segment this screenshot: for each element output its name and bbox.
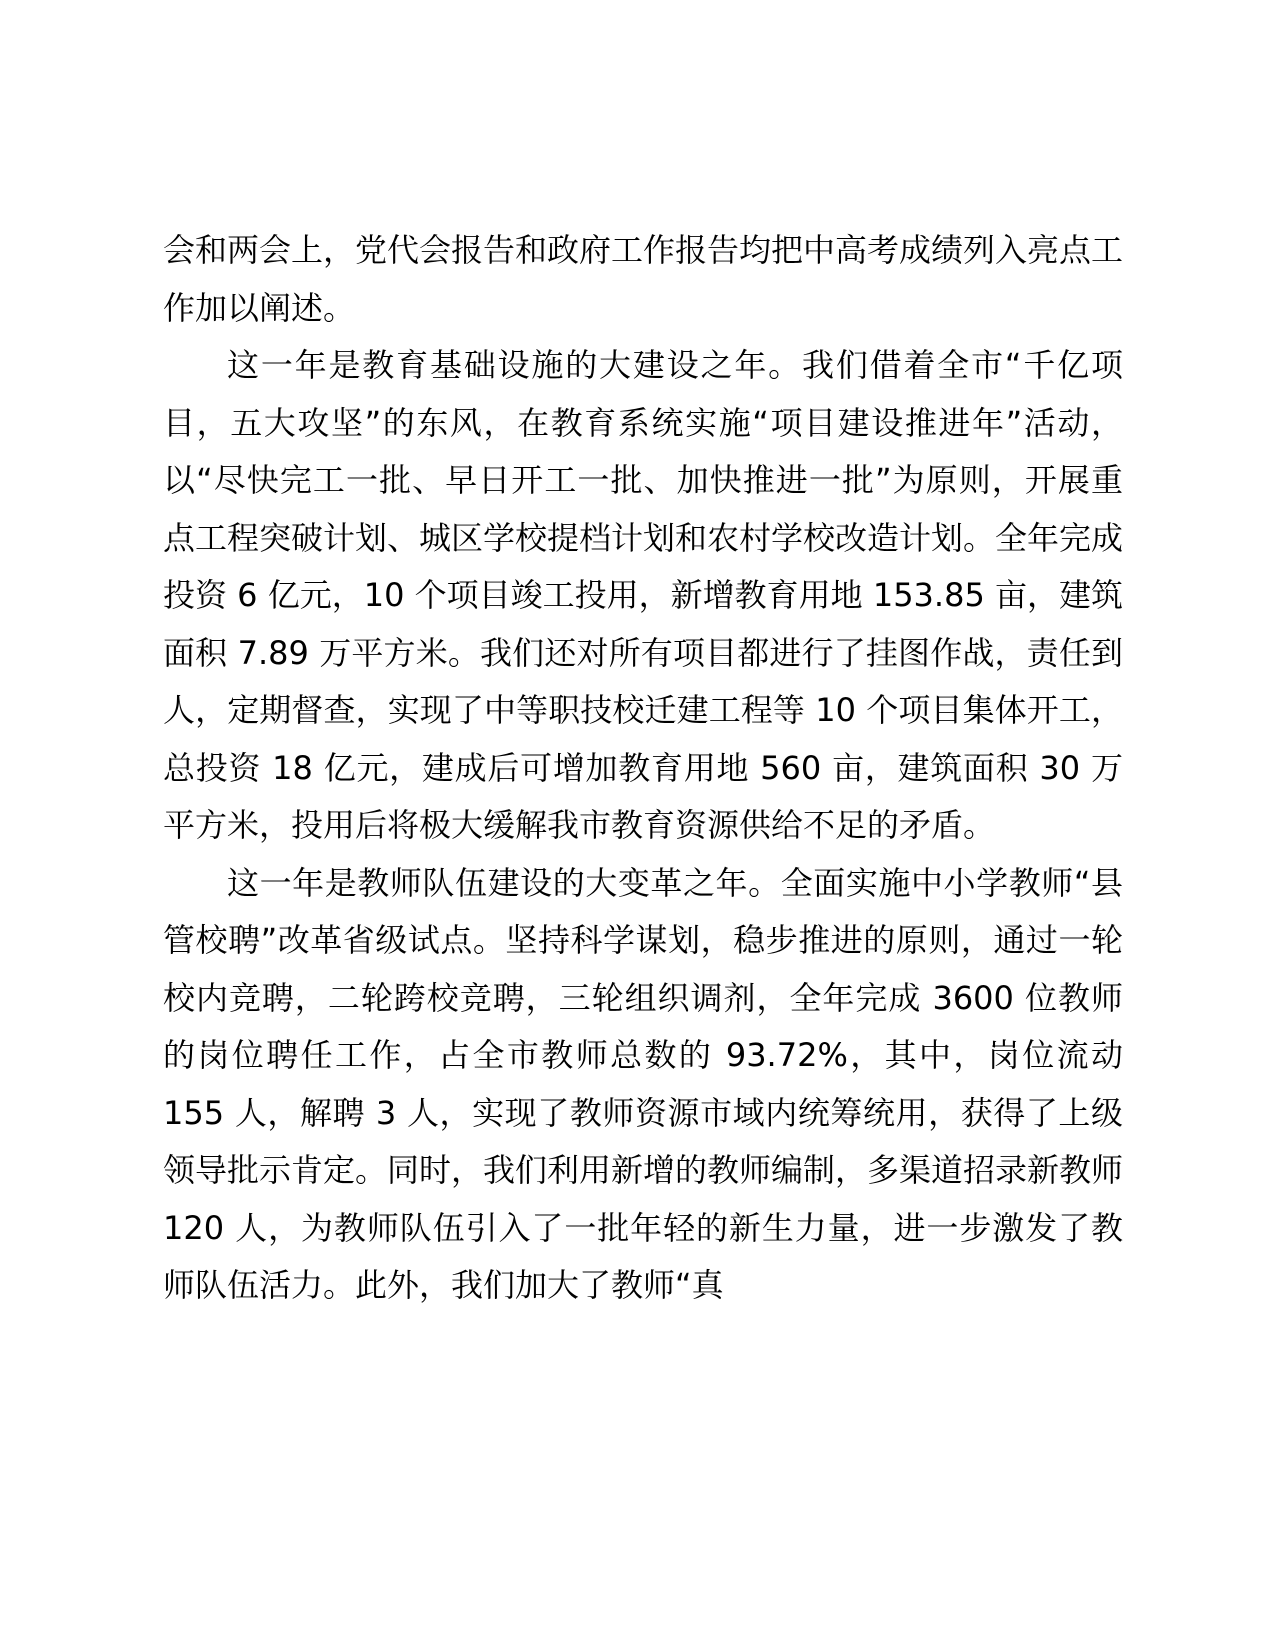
document-body [163, 222, 1123, 1315]
paragraph-1: 会和两会上，党代会报告和政府工作报告均把中高考成绩列入亮点工作加以阐述。 [163, 231, 1124, 327]
paragraph-3: 这一年是教师队伍建设的大变革之年。全面实施中小学教师“县管校聘”改革省级试点。坚持科学谋划，稳步推进的原则，通过一轮校内竞聘，二轮跨校竞聘，三轮组织调剂，全年完成 3600 位教师的岗位聘任工作，占全市教师总数的 93.72%，其中，岗位流动 155 人，解聘 3 人，实现了教师资源市域内统筹统用，获得了上级领导批示肯定。同时，我们利用新增的教师编制，多渠道招录新教师 120 人，为教师队伍引入了一批年轻的新生力量，进一步激发了教师队伍活力。此外，我们加大了教师“真 [163, 863, 1124, 1304]
paragraph-2: 这一年是教育基础设施的大建设之年。我们借着全市“千亿项目，五大攻坚”的东风，在教育系统实施“项目建设推进年”活动，以“尽快完工一批、早日开工一批、加快推进一批”为原则，开展重点工程突破计划、城区学校提档计划和农村学校改造计划。全年完成投资 6 亿元，10 个项目竣工投用，新增教育用地 153.85 亩，建筑面积 7.89 万平方米。我们还对所有项目都进行了挂图作战，责任到人，定期督查，实现了中等职技校迁建工程等 10 个项目集体开工，总投资 18 亿元，建成后可增加教育用地 560 亩，建筑面积 30 万平方米，投用后将极大缓解我市教育资源供给不足的矛盾。 [163, 346, 1124, 844]
